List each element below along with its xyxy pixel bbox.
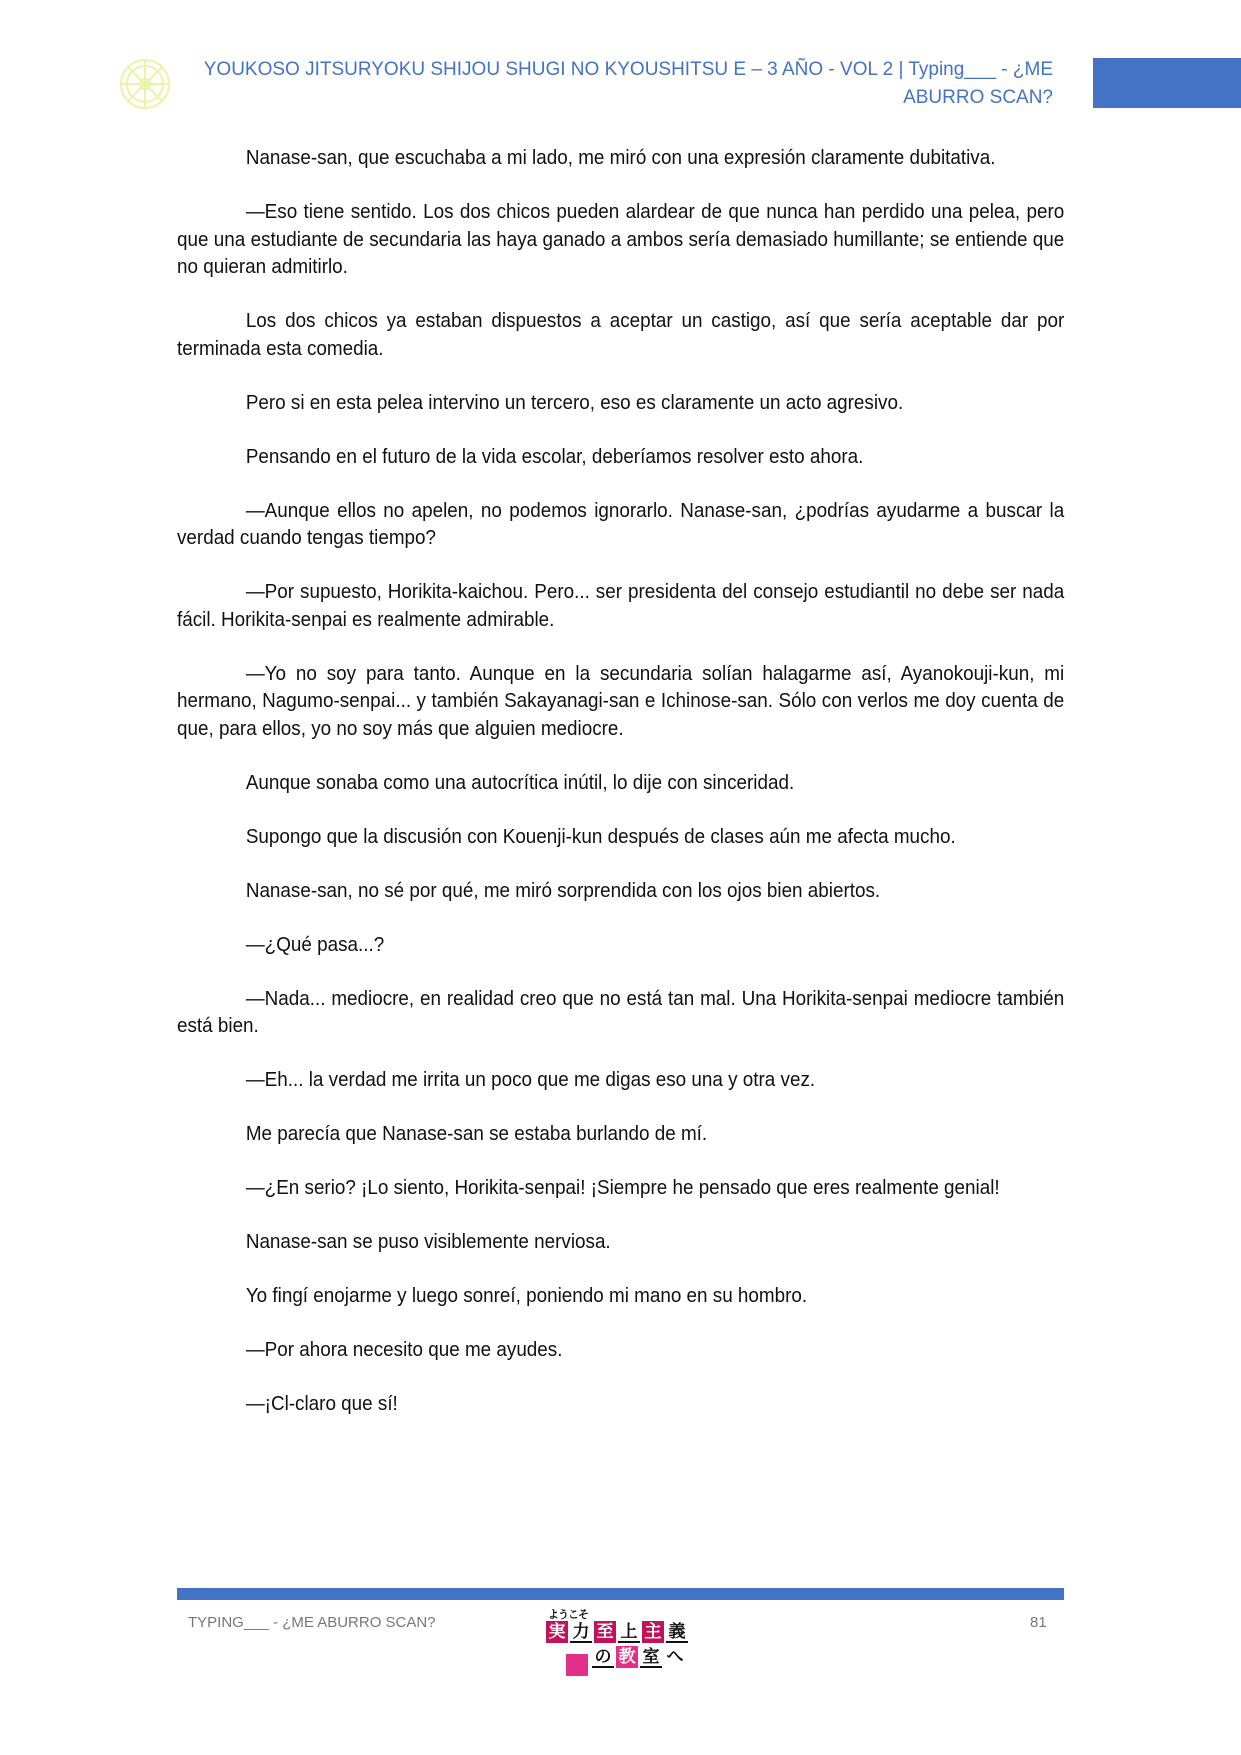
logo-char: 実 (546, 1621, 568, 1643)
paragraph: Pensando en el futuro de la vida escolar, deberíamos resolver esto ahora. (245, 445, 864, 468)
paragraph: —Por supuesto, Horikita-kaichou. Pero... ser presidenta del consejo estudiantil no debe ser nada fácil. Horikita-senpai es realmente admirable. (177, 581, 1065, 631)
logo-char: 上 (618, 1621, 640, 1643)
logo-char: 室 (640, 1646, 662, 1668)
paragraph: Aunque sonaba como una autocrítica inútil, lo dije con sinceridad. (245, 771, 795, 794)
paragraph: —Eso tiene sentido. Los dos chicos pueden alardear de que nunca han perdido una pelea, pero que una estudiante de secundaria las haya ganado a ambos sería demasiado humillante; se entiende que no quieran admitirlo. (177, 201, 1065, 278)
paragraph: Nanase-san, no sé por qué, me miró sorprendida con los ojos bien abiertos. (245, 879, 881, 902)
paragraph: Yo fingí enojarme y luego sonreí, poniendo mi mano en su hombro. (245, 1285, 808, 1307)
logo-char: 教 (616, 1646, 638, 1668)
footer-accent-bar (177, 1588, 1064, 1600)
paragraph: Nanase-san, que escuchaba a mi lado, me miró con una expresión claramente dubitativa. (245, 147, 996, 169)
paragraph: Los dos chicos ya estaban dispuestos a aceptar un castigo, así que sería aceptable dar por terminada esta comedia. (177, 310, 1065, 360)
logo-char: 主 (642, 1621, 664, 1643)
logo-char: 至 (594, 1621, 616, 1643)
header-title-line-2: ABURRO SCAN? (903, 87, 1053, 108)
paragraph: —Nada... mediocre, en realidad creo que no está tan mal. Una Horikita-senpai mediocre también está bien. (177, 987, 1065, 1037)
paragraph: —Por ahora necesito que me ayudes. (245, 1339, 563, 1361)
page-number: 81 (1030, 1614, 1047, 1631)
paragraph: Me parecía que Nanase-san se estaba burlando de mí. (245, 1123, 708, 1145)
wheel-emblem-icon (118, 57, 172, 111)
paragraph: —Eh... la verdad me irrita un poco que me digas eso una y otra vez. (245, 1069, 816, 1091)
paragraph: —¡Cl-claro que sí! (245, 1393, 398, 1415)
page-body (177, 145, 1064, 1445)
header-title-line-1: YOUKOSO JITSURYOKU SHIJOU SHUGI NO KYOUSHITSU E – 3 AÑO - VOL 2 | Typing___ - ¿ME (203, 59, 1053, 80)
paragraph: —Aunque ellos no apelen, no podemos ignorarlo. Nanase-san, ¿podrías ayudarme a buscar la verdad cuando tengas tiempo? (177, 499, 1065, 549)
paragraph: Supongo que la discusión con Kouenji-kun después de clases aún me afecta mucho. (245, 825, 956, 848)
paragraph: Nanase-san se puso visiblemente nerviosa. (245, 1231, 611, 1253)
paragraph: —Yo no soy para tanto. Aunque en la secundaria solían halagarme así, Ayanokouji-kun, mi hermano, Nagumo-senpai... y también Sakayanagi-san e Ichinose-san. Sólo con verlos me doy cuenta de que, para ellos, yo no soy más que alguien mediocre. (177, 662, 1065, 740)
paragraph: —¿Qué pasa...? (245, 933, 385, 956)
logo-char: 義 (666, 1621, 688, 1643)
paragraph: —¿En serio? ¡Lo siento, Horikita-senpai! ¡Siempre he pensado que eres realmente genial! (245, 1177, 1000, 1199)
running-header-title (180, 56, 1053, 112)
logo-small-print (566, 1654, 588, 1676)
logo-char: 力 (570, 1621, 592, 1643)
logo-char: の (592, 1646, 614, 1668)
paragraph: Pero si en esta pelea intervino un tercero, eso es claramente un acto agresivo. (245, 391, 904, 414)
logo-char: へ (664, 1646, 686, 1666)
footer-scan-credit: TYPING___ - ¿ME ABURRO SCAN? (188, 1614, 436, 1631)
header-accent-block (1093, 58, 1241, 108)
series-logo (546, 1606, 696, 1676)
logo-kana: ようこそ (548, 1608, 588, 1621)
